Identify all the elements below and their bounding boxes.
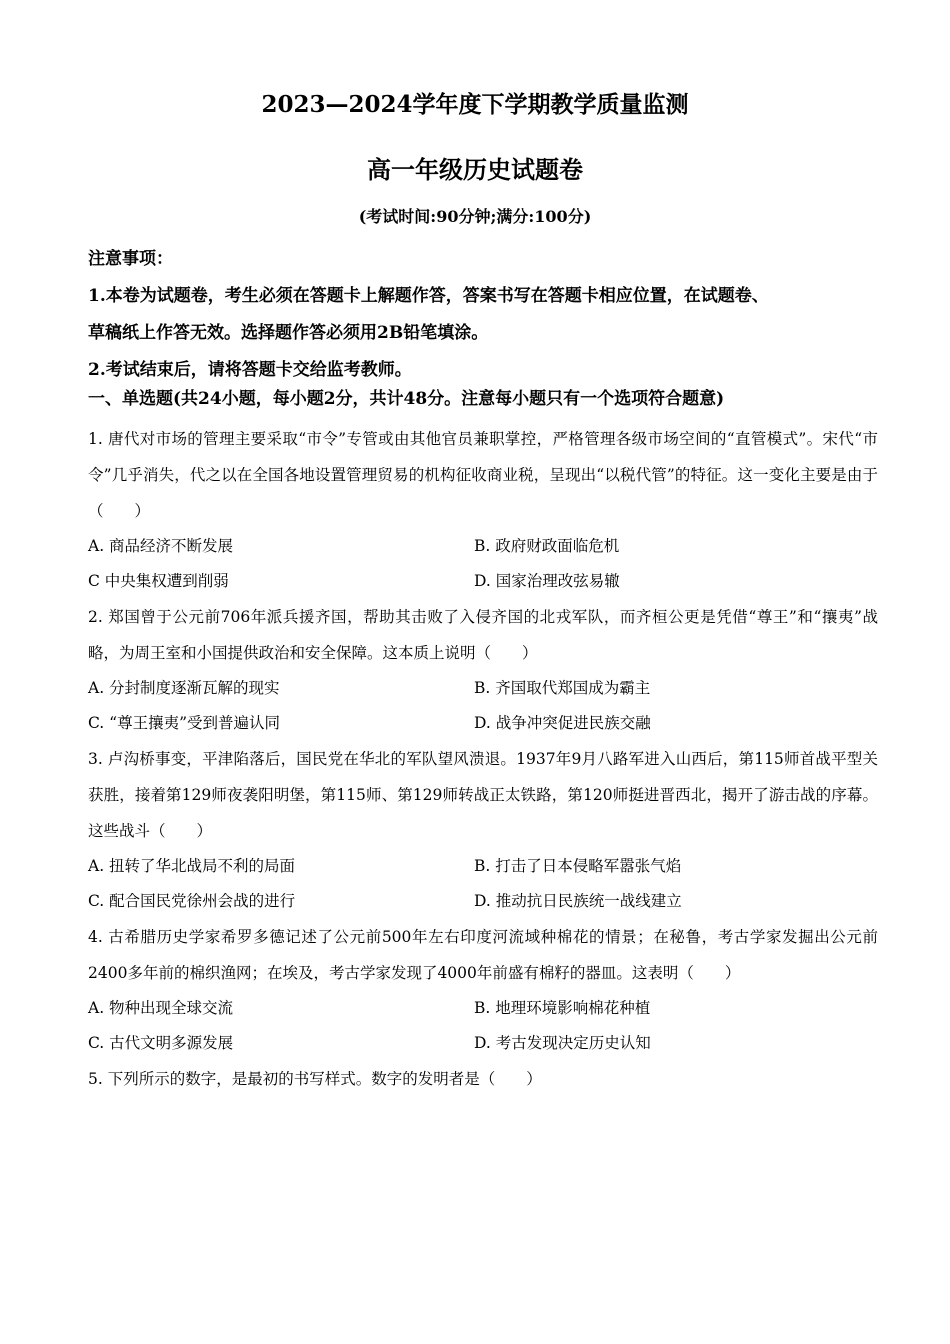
option-c: C 中央集权遭到削弱 bbox=[88, 572, 229, 590]
options-grid bbox=[88, 991, 878, 1061]
page-title: 2023—2024学年度下学期教学质量监测 bbox=[261, 91, 689, 118]
page-subtitle: 高一年级历史试题卷 bbox=[367, 155, 583, 184]
option-b: B. 地理环境影响棉花种植 bbox=[474, 999, 651, 1017]
notes-item: 1.本卷为试题卷，考生必须在答题卡上解题作答，答案书写在答题卡相应位置，在试题卷、 bbox=[88, 286, 769, 306]
options-grid bbox=[88, 849, 878, 919]
option-a: A. 物种出现全球交流 bbox=[88, 999, 234, 1017]
notes-heading: 注意事项： bbox=[88, 249, 173, 269]
question-stem: 2. 郑国曾于公元前706年派兵援齐国，帮助其击败了入侵齐国的北戎军队，而齐桓公更是凭借“尊王”和“攘夷”战略，为周王室和小国提供政治和安全保障。这本质上说明（ ） bbox=[88, 608, 878, 662]
option-a: A. 分封制度逐渐瓦解的现实 bbox=[88, 679, 280, 697]
option-d: D. 国家治理改弦易辙 bbox=[474, 572, 620, 590]
option-c: C. 配合国民党徐州会战的进行 bbox=[88, 892, 296, 910]
notes-item: 2.考试结束后，请将答题卡交给监考教师。 bbox=[88, 360, 412, 380]
question-5 bbox=[88, 1061, 878, 1097]
option-d: D. 考古发现决定历史认知 bbox=[474, 1034, 651, 1052]
question-1 bbox=[88, 421, 878, 599]
option-d: D. 推动抗日民族统一战线建立 bbox=[474, 892, 682, 910]
option-c: C. 古代文明多源发展 bbox=[88, 1034, 234, 1052]
option-a: A. 扭转了华北战局不利的局面 bbox=[88, 857, 296, 875]
question-3 bbox=[88, 741, 878, 919]
question-4 bbox=[88, 919, 878, 1061]
question-stem: 5. 下列所示的数字，是最初的书写样式。数字的发明者是（ ） bbox=[88, 1070, 542, 1088]
option-b: B. 政府财政面临危机 bbox=[474, 537, 620, 555]
options-grid bbox=[88, 671, 878, 741]
question-stem: 3. 卢沟桥事变，平津陷落后，国民党在华北的军队望风溃退。1937年9月八路军进入山西后，第115师首战平型关获胜，接着第129师夜袭阳明堡，第115师、第129师转战正太铁路，第120师挺进晋西北，揭开了游击战的序幕。这些战斗（ ） bbox=[88, 750, 878, 840]
question-2 bbox=[88, 599, 878, 741]
notes-block bbox=[88, 241, 878, 389]
question-stem: 1. 唐代对市场的管理主要采取“市令”专管或由其他官员兼职掌控，严格管理各级市场空间的“直管模式”。宋代“市令”几乎消失，代之以在全国各地设置管理贸易的机构征收商业税，呈现出“以税代管”的特征。这一变化主要是由于（ ） bbox=[88, 430, 878, 520]
questions-list bbox=[88, 421, 878, 1097]
option-d: D. 战争冲突促进民族交融 bbox=[474, 714, 651, 732]
option-a: A. 商品经济不断发展 bbox=[88, 537, 234, 555]
option-b: B. 齐国取代郑国成为霸主 bbox=[474, 679, 651, 697]
option-b: B. 打击了日本侵略军嚣张气焰 bbox=[474, 857, 682, 875]
notes-item: 草稿纸上作答无效。选择题作答必须用2B铅笔填涂。 bbox=[88, 323, 489, 343]
options-grid bbox=[88, 529, 878, 599]
option-c: C. “尊王攘夷”受到普遍认同 bbox=[88, 714, 281, 732]
question-stem: 4. 古希腊历史学家希罗多德记述了公元前500年左右印度河流域种棉花的情景；在秘鲁，考古学家发掘出公元前2400多年前的棉织渔网；在埃及，考古学家发现了4000年前盛有棉籽的器皿。这表明（ ） bbox=[88, 928, 878, 982]
section-heading: 一、单选题(共24小题，每小题2分，共计48分。注意每小题只有一个选项符合题意) bbox=[88, 389, 725, 409]
exam-info: (考试时间:90分钟;满分:100分) bbox=[358, 207, 592, 226]
